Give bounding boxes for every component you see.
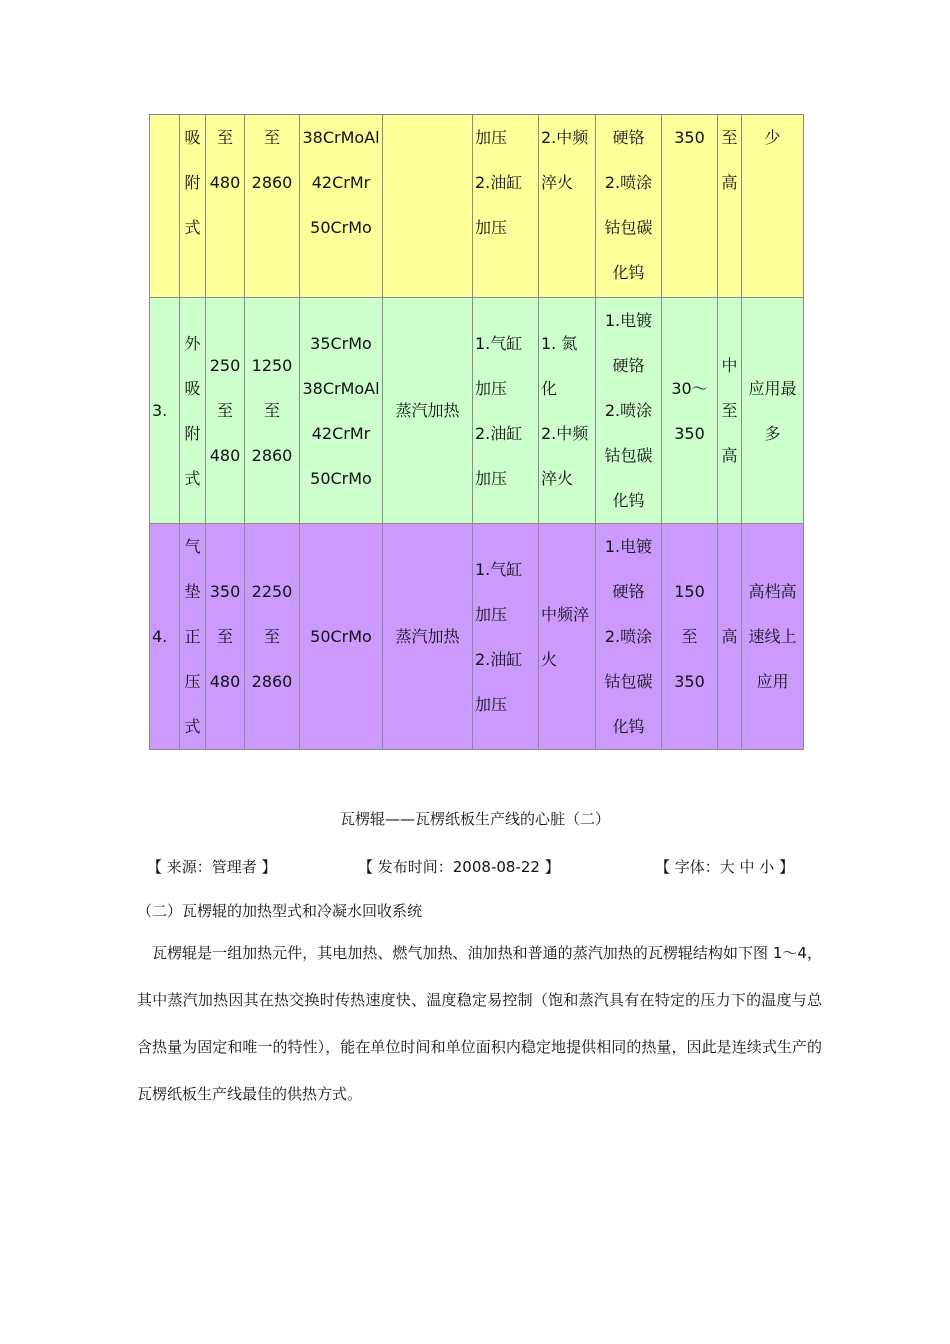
grade: 中 至 高 [718,298,742,524]
width-range: 1250 至 2860 [245,298,300,524]
diameter-range: 250 至 480 [206,298,245,524]
table-row [150,115,804,298]
row-number [150,115,180,298]
roller-type: 气 垫 正 压 式 [180,524,206,750]
heating-method: 蒸汽加热 [383,524,473,750]
pressure-method: 加压 2.油缸 加压 [473,115,539,298]
speed-range: 30～ 350 [662,298,718,524]
grade: 高 [718,524,742,750]
section-heading: （二）瓦楞辊的加热型式和冷凝水回收系统 [137,902,423,920]
roller-type: 外 吸 附 式 [180,298,206,524]
grade: 至 高 [718,115,742,298]
material: 35CrMo 38CrMoAl 42CrMr 50CrMo [300,298,383,524]
width-range: 至 2860 [245,115,300,298]
pressure-method: 1.气缸 加压 2.油缸 加压 [473,524,539,750]
speed-range: 150 至 350 [662,524,718,750]
surface-treatment: 1.电镀 硬铬 2.喷涂 钴包碳 化钨 [596,298,662,524]
spec-table [149,114,804,750]
quench-method: 2.中频 淬火 [539,115,596,298]
surface-treatment: 1.电镀 硬铬 2.喷涂 钴包碳 化钨 [596,524,662,750]
diameter-range: 至 480 [206,115,245,298]
diameter-range: 350 至 480 [206,524,245,750]
table-row [150,524,804,750]
roller-type: 吸 附 式 [180,115,206,298]
table-row [150,298,804,524]
quench-method: 1. 氮化 2.中频 淬火 [539,298,596,524]
usage: 高档高 速线上 应用 [742,524,804,750]
width-range: 2250 至 2860 [245,524,300,750]
heating-method: 蒸汽加热 [383,298,473,524]
material: 38CrMoAl 42CrMr 50CrMo [300,115,383,298]
source-label: 【 来源：管理者 】 [147,858,277,876]
heating-method [383,115,473,298]
material: 50CrMo [300,524,383,750]
body-paragraph: 瓦楞辊是一组加热元件，其电加热、燃气加热、油加热和普通的蒸汽加热的瓦楞辊结构如下图 1～4，其中蒸汽加热因其在热交换时传热速度快、温度稳定易控制（饱和蒸汽具有在特定的压力下的温度与总含热量为固定和唯一的特性），能在单位时间和单位面积内稳定地提供相同的热量，因此是连续式生产的瓦楞纸板生产线最佳的供热方式。 [137,944,822,1103]
usage: 应用最 多 [742,298,804,524]
article-title: 瓦楞辊——瓦楞纸板生产线的心脏（二） [339,810,610,828]
quench-method: 中频淬 火 [539,524,596,750]
font-size-selector[interactable]: 【 字体：大 中 小 】 [655,858,795,876]
pressure-method: 1.气缸 加压 2.油缸 加压 [473,298,539,524]
row-number: 4. [150,524,180,750]
publish-date: 【 发布时间：2008-08-22 】 [358,858,560,876]
speed-range: 350 [662,115,718,298]
row-number: 3. [150,298,180,524]
surface-treatment: 硬铬 2.喷涂 钴包碳 化钨 [596,115,662,298]
usage: 少 [742,115,804,298]
